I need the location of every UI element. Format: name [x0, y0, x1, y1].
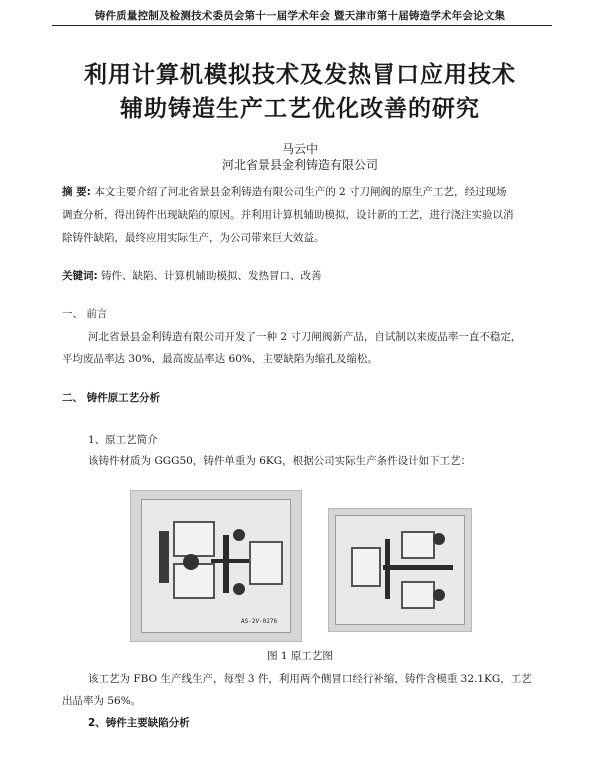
sprue: [223, 535, 229, 593]
abstract-line-1: [62, 184, 507, 199]
abstract-text-1: 本文主要介绍了河北省景县金利铸造有限公司生产的 2 寸刀闸阀的原生产工艺，经过现场: [94, 186, 507, 198]
subsection-1-heading: 1、原工艺简介: [88, 434, 158, 446]
proceedings-header: 铸件质量控制及检测技术委员会第十一届学术年会 暨天津市第十届铸造学术年会论文集: [94, 10, 506, 22]
sprue: [385, 539, 390, 599]
abstract-label: 摘 要:: [62, 186, 91, 198]
process-desc-line-1: 该工艺为 FBO 生产线生产，每型 3 件，利用两个侧冒口经行补缩，铸件含模重 32.1KG，工艺: [88, 673, 532, 685]
casting-cavity: [173, 521, 215, 557]
riser: [233, 529, 245, 541]
riser: [233, 583, 245, 595]
figure-photo-right: [328, 508, 472, 632]
casting-cavity: [401, 581, 435, 609]
casting-cavity: [401, 531, 435, 559]
abstract-line-3: 除铸件缺陷，最终应用实际生产，为公司带来巨大效益。: [62, 232, 325, 244]
section1-line-1: 河北省景县金利铸造有限公司开发了一种 2 寸刀闸阀新产品，自试制以来废品率一直不稳定，: [88, 331, 522, 343]
riser: [183, 554, 199, 570]
riser: [433, 589, 445, 601]
header-rule: [52, 25, 552, 26]
figure-photo-left: [130, 490, 302, 642]
subsection-2-heading: 2、铸件主要缺陷分析: [88, 717, 190, 729]
pattern-plate-label: AS-2V-0276: [241, 618, 278, 625]
affiliation: 河北省景县金利铸造有限公司: [221, 158, 378, 172]
casting-cavity: [249, 541, 283, 585]
figure-caption: 图 1 原工艺图: [267, 650, 333, 662]
abstract-line-2: 调查分析，得出铸件出现缺陷的原因。并利用计算机辅助模拟，设计新的工艺，进行浇注实验以消: [62, 209, 514, 221]
section1-line-2: 平均废品率达 30%，最高废品率达 60%，主要缺陷为缩孔及缩松。: [62, 353, 378, 365]
process-desc-line-2: 出品率为 56%。: [62, 695, 142, 707]
title-line-2: 辅助铸造生产工艺优化改善的研究: [120, 95, 480, 122]
runner: [211, 559, 249, 563]
keywords: [62, 268, 322, 283]
author: 马云中: [281, 142, 318, 156]
keywords-label: 关键词:: [62, 270, 98, 282]
casting-cavity: [351, 547, 381, 587]
runner: [159, 531, 169, 583]
title-line-1: 利用计算机模拟技术及发热冒口应用技术: [84, 61, 516, 88]
subsection-1-text: 该铸件材质为 GGG50，铸件单重为 6KG，根据公司实际生产条件设计如下工艺：: [88, 455, 472, 467]
keywords-text: 铸件、缺陷、计算机辅助模拟、发热冒口、改善: [101, 270, 322, 282]
runner: [383, 565, 453, 570]
section1-heading: 一、 前言: [62, 308, 108, 320]
riser: [433, 533, 445, 545]
section2-heading: 二、 铸件原工艺分析: [62, 392, 161, 404]
